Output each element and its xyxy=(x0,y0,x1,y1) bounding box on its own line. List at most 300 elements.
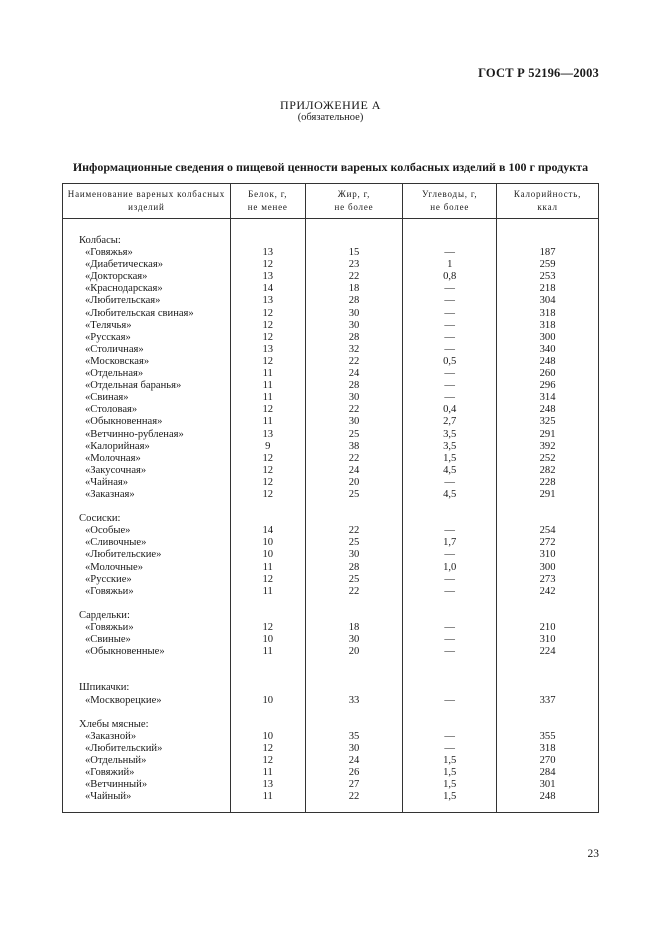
table-row xyxy=(63,562,599,574)
carbs-value: — xyxy=(403,646,497,658)
carbs-value: — xyxy=(403,380,497,392)
empty-cell xyxy=(403,707,497,719)
protein-value: 10 xyxy=(230,695,305,707)
empty-cell xyxy=(305,707,403,719)
protein-value: 12 xyxy=(230,320,305,332)
calories-value: 253 xyxy=(497,271,599,283)
carbs-value: 1,5 xyxy=(403,453,497,465)
table-row xyxy=(63,646,599,658)
fat-value: 20 xyxy=(305,477,403,489)
fat-value: 24 xyxy=(305,368,403,380)
product-name: «Сливочные» xyxy=(63,537,231,549)
table-body xyxy=(63,219,599,813)
calories-value: 314 xyxy=(497,392,599,404)
table-row xyxy=(63,779,599,791)
protein-value: 12 xyxy=(230,308,305,320)
table-header-row xyxy=(63,184,599,219)
product-name: «Диабетическая» xyxy=(63,259,231,271)
table-row xyxy=(63,368,599,380)
fat-value: 26 xyxy=(305,767,403,779)
empty-cell xyxy=(497,707,599,719)
empty-cell xyxy=(230,235,305,247)
fat-value: 33 xyxy=(305,695,403,707)
product-name: «Докторская» xyxy=(63,271,231,283)
calories-value: 242 xyxy=(497,586,599,598)
group-title: Сардельки: xyxy=(63,610,231,622)
table-row xyxy=(63,453,599,465)
product-name: «Закусочная» xyxy=(63,465,231,477)
empty-cell xyxy=(403,598,497,610)
protein-value: 14 xyxy=(230,283,305,295)
product-name: «Чайный» xyxy=(63,791,231,803)
fat-value: 30 xyxy=(305,320,403,332)
empty-cell xyxy=(230,803,305,813)
product-name: «Отдельная баранья» xyxy=(63,380,231,392)
group-title: Колбасы: xyxy=(63,235,231,247)
protein-value: 11 xyxy=(230,392,305,404)
protein-value: 12 xyxy=(230,332,305,344)
fat-value: 24 xyxy=(305,465,403,477)
calories-value: 248 xyxy=(497,356,599,368)
empty-cell xyxy=(230,610,305,622)
fat-value: 30 xyxy=(305,634,403,646)
table-row xyxy=(63,622,599,634)
calories-value: 272 xyxy=(497,537,599,549)
carbs-value: 1,7 xyxy=(403,537,497,549)
fat-value: 22 xyxy=(305,271,403,283)
group-row xyxy=(63,719,599,731)
carbs-value: — xyxy=(403,283,497,295)
product-name: «Русские» xyxy=(63,574,231,586)
empty-cell xyxy=(230,513,305,525)
product-name: «Ветчинно-рубленая» xyxy=(63,429,231,441)
calories-value: 304 xyxy=(497,295,599,307)
fat-value: 28 xyxy=(305,295,403,307)
protein-value: 11 xyxy=(230,380,305,392)
empty-cell xyxy=(497,513,599,525)
protein-value: 12 xyxy=(230,743,305,755)
spacer-row xyxy=(63,598,599,610)
carbs-value: — xyxy=(403,731,497,743)
calories-value: 187 xyxy=(497,247,599,259)
product-name: «Любительский» xyxy=(63,743,231,755)
product-name: «Краснодарская» xyxy=(63,283,231,295)
empty-cell xyxy=(305,610,403,622)
carbs-value: — xyxy=(403,247,497,259)
empty-cell xyxy=(230,682,305,694)
product-name: «Говяжий» xyxy=(63,767,231,779)
fat-value: 22 xyxy=(305,791,403,803)
empty-cell xyxy=(403,235,497,247)
empty-cell xyxy=(63,501,231,513)
carbs-value: 1,5 xyxy=(403,767,497,779)
appendix-title: ПРИЛОЖЕНИЕ А xyxy=(280,98,381,112)
empty-cell xyxy=(403,513,497,525)
empty-cell xyxy=(497,235,599,247)
table-row xyxy=(63,465,599,477)
fat-value: 22 xyxy=(305,356,403,368)
fat-value: 32 xyxy=(305,344,403,356)
table-row xyxy=(63,392,599,404)
table-row xyxy=(63,549,599,561)
product-name: «Столовая» xyxy=(63,404,231,416)
table-row xyxy=(63,743,599,755)
calories-value: 224 xyxy=(497,646,599,658)
protein-value: 11 xyxy=(230,767,305,779)
calories-value: 340 xyxy=(497,344,599,356)
empty-cell xyxy=(497,719,599,731)
fat-value: 25 xyxy=(305,537,403,549)
protein-value: 11 xyxy=(230,416,305,428)
carbs-value: — xyxy=(403,332,497,344)
calories-value: 260 xyxy=(497,368,599,380)
group-row xyxy=(63,610,599,622)
spacer-row xyxy=(63,501,599,513)
empty-cell xyxy=(230,707,305,719)
protein-value: 12 xyxy=(230,755,305,767)
column-header-protein: Белок, г, не менее xyxy=(230,184,305,219)
column-header-fat: Жир, г, не более xyxy=(305,184,403,219)
empty-cell xyxy=(497,598,599,610)
product-name: «Телячья» xyxy=(63,320,231,332)
calories-value: 218 xyxy=(497,283,599,295)
calories-value: 291 xyxy=(497,489,599,501)
table-row xyxy=(63,755,599,767)
carbs-value: — xyxy=(403,574,497,586)
table-row xyxy=(63,416,599,428)
fat-value: 27 xyxy=(305,779,403,791)
empty-cell xyxy=(305,598,403,610)
fat-value: 30 xyxy=(305,308,403,320)
carbs-value: 0,4 xyxy=(403,404,497,416)
calories-value: 310 xyxy=(497,549,599,561)
table-row xyxy=(63,380,599,392)
protein-value: 11 xyxy=(230,791,305,803)
carbs-value: 0,8 xyxy=(403,271,497,283)
carbs-value: 1,5 xyxy=(403,755,497,767)
fat-value: 30 xyxy=(305,743,403,755)
table-row xyxy=(63,574,599,586)
protein-value: 12 xyxy=(230,574,305,586)
product-name: «Особые» xyxy=(63,525,231,537)
carbs-value: — xyxy=(403,525,497,537)
empty-cell xyxy=(305,719,403,731)
group-title: Шпикачки: xyxy=(63,682,231,694)
carbs-value: — xyxy=(403,308,497,320)
spacer-row xyxy=(63,658,599,682)
carbs-value: 1 xyxy=(403,259,497,271)
carbs-value: — xyxy=(403,320,497,332)
table-row xyxy=(63,477,599,489)
protein-value: 11 xyxy=(230,562,305,574)
empty-cell xyxy=(497,658,599,682)
carbs-value: — xyxy=(403,477,497,489)
standard-number: ГОСТ Р 52196—2003 xyxy=(478,66,599,80)
product-name: «Свиные» xyxy=(63,634,231,646)
product-name: «Любительская» xyxy=(63,295,231,307)
protein-value: 12 xyxy=(230,489,305,501)
spacer-row xyxy=(63,707,599,719)
empty-cell xyxy=(63,803,231,813)
table-row xyxy=(63,283,599,295)
empty-cell xyxy=(230,658,305,682)
table-title: Информационные сведения о пищевой ценности вареных колбасных изделий в 100 г продукта xyxy=(72,160,589,174)
product-name: «Любительская свиная» xyxy=(63,308,231,320)
table-row xyxy=(63,525,599,537)
protein-value: 9 xyxy=(230,441,305,453)
empty-cell xyxy=(403,219,497,236)
empty-cell xyxy=(497,219,599,236)
product-name: «Обыкновенная» xyxy=(63,416,231,428)
protein-value: 12 xyxy=(230,404,305,416)
table-row xyxy=(63,489,599,501)
fat-value: 18 xyxy=(305,283,403,295)
product-name: «Калорийная» xyxy=(63,441,231,453)
protein-value: 13 xyxy=(230,271,305,283)
carbs-value: — xyxy=(403,368,497,380)
empty-cell xyxy=(403,682,497,694)
carbs-value: 4,5 xyxy=(403,489,497,501)
fat-value: 15 xyxy=(305,247,403,259)
carbs-value: 4,5 xyxy=(403,465,497,477)
product-name: «Заказная» xyxy=(63,489,231,501)
product-name: «Чайная» xyxy=(63,477,231,489)
carbs-value: — xyxy=(403,586,497,598)
empty-cell xyxy=(63,598,231,610)
calories-value: 300 xyxy=(497,332,599,344)
product-name: «Молочная» xyxy=(63,453,231,465)
table-row xyxy=(63,695,599,707)
product-name: «Обыкновенные» xyxy=(63,646,231,658)
nutrition-table xyxy=(62,183,599,813)
empty-cell xyxy=(305,658,403,682)
fat-value: 28 xyxy=(305,380,403,392)
group-row xyxy=(63,513,599,525)
product-name: «Ветчинный» xyxy=(63,779,231,791)
protein-value: 11 xyxy=(230,368,305,380)
protein-value: 12 xyxy=(230,465,305,477)
table-row xyxy=(63,767,599,779)
carbs-value: — xyxy=(403,392,497,404)
empty-cell xyxy=(305,803,403,813)
protein-value: 12 xyxy=(230,477,305,489)
appendix-subtitle: (обязательное) xyxy=(297,112,364,123)
calories-value: 291 xyxy=(497,429,599,441)
calories-value: 318 xyxy=(497,320,599,332)
empty-cell xyxy=(230,219,305,236)
fat-value: 25 xyxy=(305,429,403,441)
page-number: 23 xyxy=(587,848,599,860)
calories-value: 355 xyxy=(497,731,599,743)
column-header-carbs: Углеводы, г, не более xyxy=(403,184,497,219)
empty-cell xyxy=(403,803,497,813)
protein-value: 13 xyxy=(230,295,305,307)
carbs-value: 1,5 xyxy=(403,791,497,803)
protein-value: 10 xyxy=(230,537,305,549)
empty-cell xyxy=(230,598,305,610)
table-row xyxy=(63,404,599,416)
empty-cell xyxy=(305,219,403,236)
protein-value: 10 xyxy=(230,549,305,561)
spacer-row xyxy=(63,803,599,813)
protein-value: 12 xyxy=(230,356,305,368)
table-row xyxy=(63,308,599,320)
fat-value: 22 xyxy=(305,586,403,598)
carbs-value: 3,5 xyxy=(403,441,497,453)
empty-cell xyxy=(403,719,497,731)
group-row xyxy=(63,235,599,247)
table-row xyxy=(63,586,599,598)
group-row xyxy=(63,682,599,694)
empty-cell xyxy=(63,219,231,236)
product-name: «Молочные» xyxy=(63,562,231,574)
table-row xyxy=(63,320,599,332)
calories-value: 325 xyxy=(497,416,599,428)
fat-value: 22 xyxy=(305,525,403,537)
product-name: «Говяжьи» xyxy=(63,586,231,598)
carbs-value: — xyxy=(403,549,497,561)
protein-value: 13 xyxy=(230,429,305,441)
table-row xyxy=(63,332,599,344)
empty-cell xyxy=(305,501,403,513)
calories-value: 248 xyxy=(497,791,599,803)
carbs-value: — xyxy=(403,695,497,707)
product-name: «Свиная» xyxy=(63,392,231,404)
calories-value: 337 xyxy=(497,695,599,707)
protein-value: 14 xyxy=(230,525,305,537)
carbs-value: 1,5 xyxy=(403,779,497,791)
product-name: «Москворецкие» xyxy=(63,695,231,707)
fat-value: 30 xyxy=(305,416,403,428)
protein-value: 12 xyxy=(230,622,305,634)
calories-value: 284 xyxy=(497,767,599,779)
product-name: «Отдельная» xyxy=(63,368,231,380)
calories-value: 270 xyxy=(497,755,599,767)
fat-value: 22 xyxy=(305,404,403,416)
calories-value: 318 xyxy=(497,743,599,755)
empty-cell xyxy=(63,707,231,719)
calories-value: 252 xyxy=(497,453,599,465)
column-header-calories: Калорийность, ккал xyxy=(497,184,599,219)
carbs-value: — xyxy=(403,743,497,755)
fat-value: 28 xyxy=(305,562,403,574)
carbs-value: — xyxy=(403,295,497,307)
fat-value: 25 xyxy=(305,489,403,501)
fat-value: 20 xyxy=(305,646,403,658)
product-name: «Русская» xyxy=(63,332,231,344)
group-title: Хлебы мясные: xyxy=(63,719,231,731)
fat-value: 24 xyxy=(305,755,403,767)
table-row xyxy=(63,295,599,307)
table-row xyxy=(63,429,599,441)
empty-cell xyxy=(230,719,305,731)
protein-value: 13 xyxy=(230,344,305,356)
spacer-row xyxy=(63,219,599,236)
fat-value: 35 xyxy=(305,731,403,743)
carbs-value: 2,7 xyxy=(403,416,497,428)
fat-value: 38 xyxy=(305,441,403,453)
product-name: «Отдельный» xyxy=(63,755,231,767)
calories-value: 392 xyxy=(497,441,599,453)
empty-cell xyxy=(230,501,305,513)
calories-value: 300 xyxy=(497,562,599,574)
product-name: «Московская» xyxy=(63,356,231,368)
carbs-value: 0,5 xyxy=(403,356,497,368)
fat-value: 25 xyxy=(305,574,403,586)
product-name: «Говяжья» xyxy=(63,247,231,259)
empty-cell xyxy=(497,501,599,513)
calories-value: 318 xyxy=(497,308,599,320)
empty-cell xyxy=(63,658,231,682)
fat-value: 23 xyxy=(305,259,403,271)
carbs-value: — xyxy=(403,622,497,634)
calories-value: 248 xyxy=(497,404,599,416)
fat-value: 28 xyxy=(305,332,403,344)
fat-value: 30 xyxy=(305,392,403,404)
protein-value: 10 xyxy=(230,634,305,646)
table-row xyxy=(63,271,599,283)
table-row xyxy=(63,731,599,743)
table-row xyxy=(63,791,599,803)
calories-value: 254 xyxy=(497,525,599,537)
empty-cell xyxy=(403,501,497,513)
calories-value: 228 xyxy=(497,477,599,489)
carbs-value: 1,0 xyxy=(403,562,497,574)
product-name: «Любительские» xyxy=(63,549,231,561)
table-row xyxy=(63,247,599,259)
table-row xyxy=(63,537,599,549)
calories-value: 296 xyxy=(497,380,599,392)
empty-cell xyxy=(305,235,403,247)
protein-value: 11 xyxy=(230,646,305,658)
calories-value: 301 xyxy=(497,779,599,791)
column-header-name: Наименование вареных колбасных изделий xyxy=(63,184,231,219)
product-name: «Говяжьи» xyxy=(63,622,231,634)
empty-cell xyxy=(305,682,403,694)
product-name: «Столичная» xyxy=(63,344,231,356)
carbs-value: 3,5 xyxy=(403,429,497,441)
carbs-value: — xyxy=(403,634,497,646)
product-name: «Заказной» xyxy=(63,731,231,743)
table-row xyxy=(63,356,599,368)
protein-value: 12 xyxy=(230,259,305,271)
group-title: Сосиски: xyxy=(63,513,231,525)
protein-value: 11 xyxy=(230,586,305,598)
fat-value: 30 xyxy=(305,549,403,561)
table-row xyxy=(63,441,599,453)
protein-value: 13 xyxy=(230,247,305,259)
empty-cell xyxy=(403,610,497,622)
empty-cell xyxy=(403,658,497,682)
table-row xyxy=(63,344,599,356)
fat-value: 22 xyxy=(305,453,403,465)
carbs-value: — xyxy=(403,344,497,356)
calories-value: 273 xyxy=(497,574,599,586)
empty-cell xyxy=(497,610,599,622)
calories-value: 259 xyxy=(497,259,599,271)
protein-value: 13 xyxy=(230,779,305,791)
fat-value: 18 xyxy=(305,622,403,634)
protein-value: 12 xyxy=(230,453,305,465)
table-row xyxy=(63,259,599,271)
calories-value: 310 xyxy=(497,634,599,646)
empty-cell xyxy=(305,513,403,525)
empty-cell xyxy=(497,682,599,694)
table-row xyxy=(63,634,599,646)
protein-value: 10 xyxy=(230,731,305,743)
calories-value: 282 xyxy=(497,465,599,477)
empty-cell xyxy=(497,803,599,813)
